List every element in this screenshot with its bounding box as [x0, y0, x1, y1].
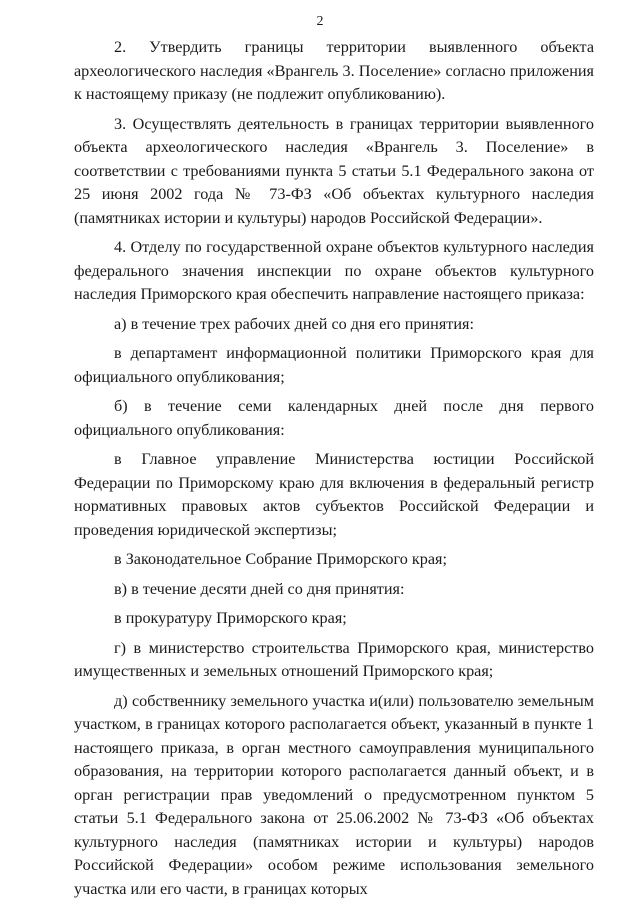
subitem-a: а) в течение трех рабочих дней со дня его принятия: — [114, 314, 474, 333]
subitem-d: д) собственнику земельного участка и(или) пользователю земельным участком, в границах которого располагается объект, указанный в пункте 1 настоящего приказа, в орган местного самоуправления муниципального образования, на территории которого располагается данный объект, и в орган регистрации прав уведомлений о предусмотренном пунктом 5 статьи 5.1 Федерального закона от 25.06.2002 № 73-ФЗ «Об объектах культурного наследия (памятниках истории и культуры) народов Российской Федерации» особом режиме использования земельного участка или его части, в границах которых — [74, 691, 594, 898]
paragraph-item-4: 4. Отделу по государственной охране объектов культурного наследия федерального значения инспекции по охране объектов культурного наследия Приморского края обеспечить направление настоящего приказа: — [74, 238, 594, 303]
page-number: 2 — [316, 14, 324, 29]
recipient-prosecutor: в прокуратуру Приморского края; — [114, 609, 347, 627]
subitem-b: б) в течение семи календарных дней после дня первого официального опубликования: — [74, 397, 594, 439]
recipient-info-policy-department: в департамент информационной политики Приморского края для официального опубликования; — [74, 344, 594, 386]
subitem-g: г) в министерство строительства Приморского края, министерство имущественных и земельных отношений Приморского края; — [74, 638, 594, 680]
document-body — [74, 36, 594, 907]
subitem-v: в) в течение десяти дней со дня принятия: — [114, 579, 405, 598]
recipient-ministry-of-justice: в Главное управление Министерства юстиции Российской Федерации по Приморскому краю для включения в федеральный регистр нормативных правовых актов субъектов Российской Федерации и проведения юридической экспертизы; — [74, 450, 594, 539]
paragraph-item-3: 3. Осуществлять деятельность в границах территории выявленного объекта археологического наследия «Врангель 3. Поселение» в соответствии с требованиями пункта 5 статьи 5.1 Федерального закона от 25 июня 2002 года № 73-ФЗ «Об объектах культурного наследия (памятниках истории и культуры) народов Российской Федерации». — [74, 114, 594, 227]
paragraph-item-2: 2. Утвердить границы территории выявленного объекта археологического наследия «Врангель 3. Поселение» согласно приложения к настоящему приказу (не подлежит опубликованию). — [74, 38, 594, 103]
recipient-legislative-assembly: в Законодательное Собрание Приморского края; — [114, 550, 447, 568]
